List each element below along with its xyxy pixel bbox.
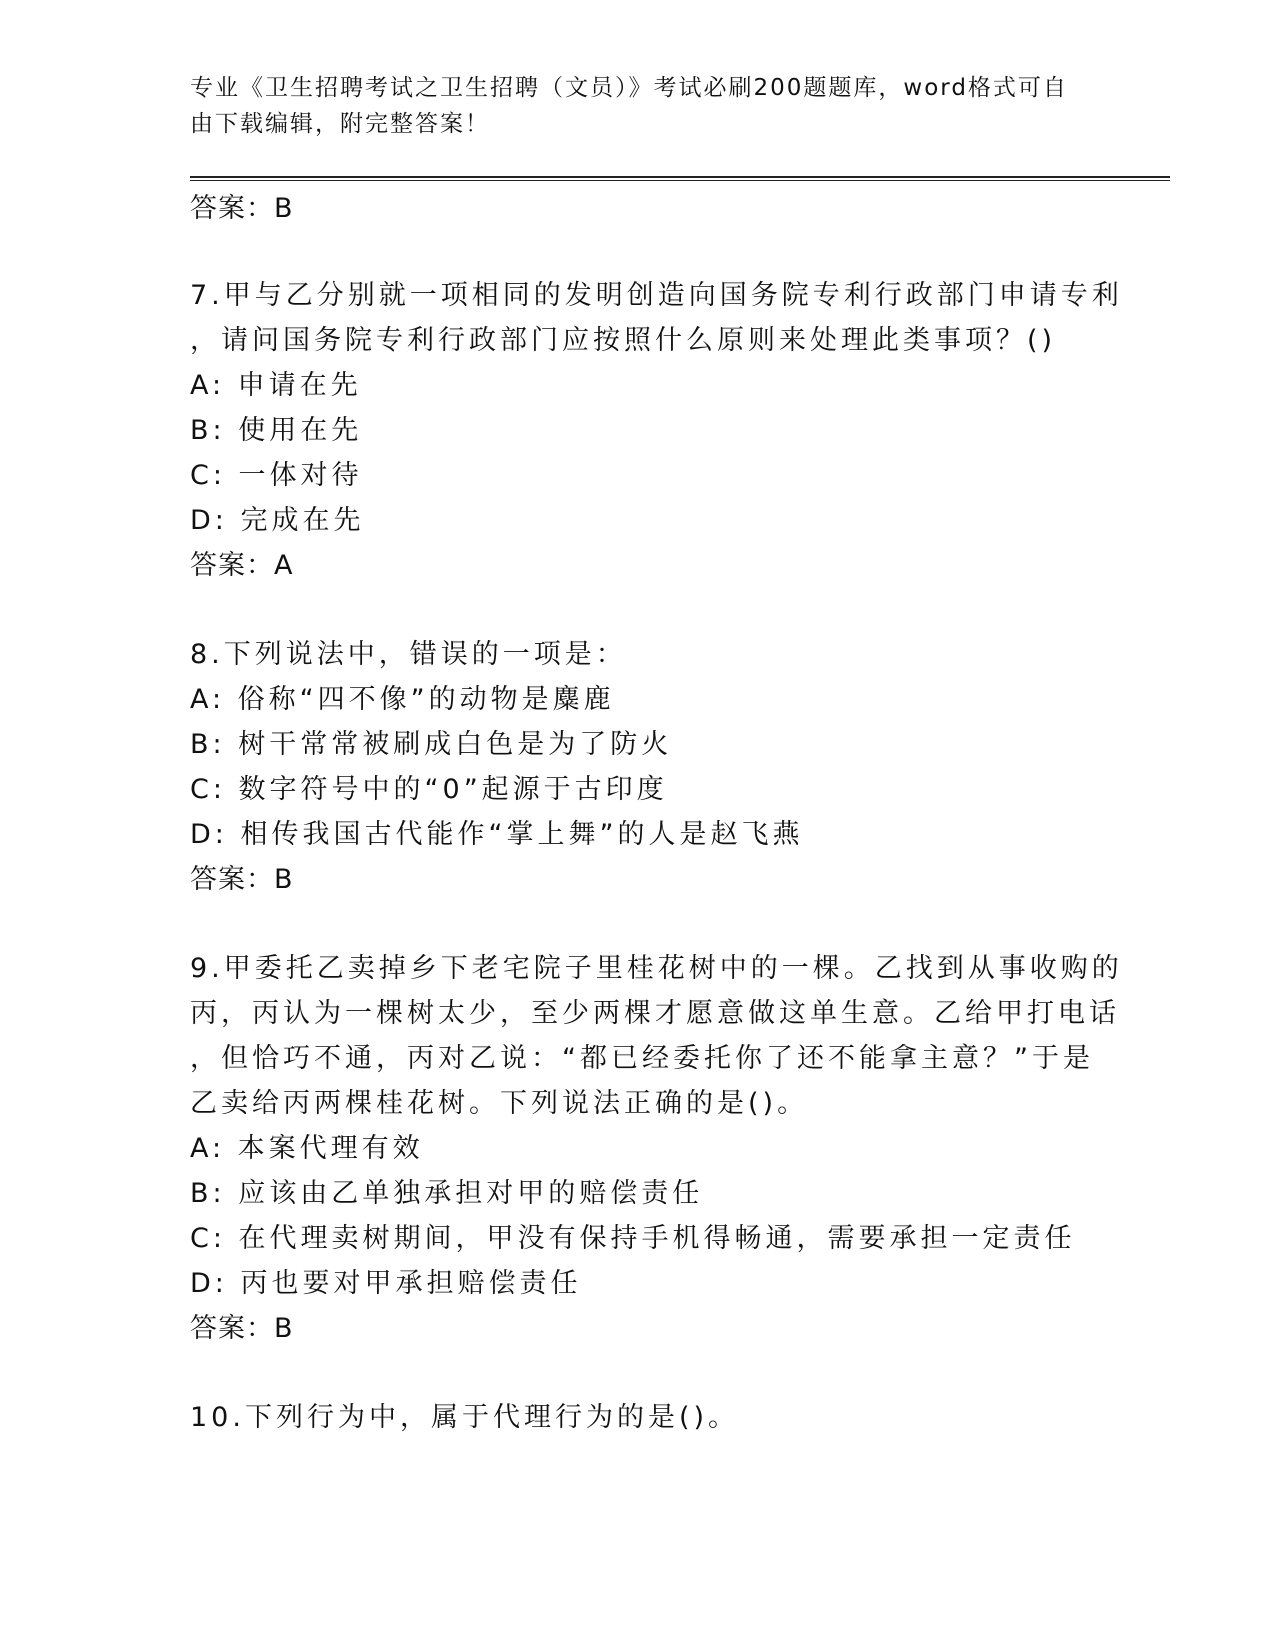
option-c: C: 一体对待: [190, 460, 363, 491]
question-text-line: 9.甲委托乙卖掉乡下老宅院子里桂花树中的一棵。乙找到从事收购的: [190, 953, 1123, 984]
previous-answer: 答案：B: [190, 193, 294, 224]
document-header-line-2: 由下载编辑，附完整答案！: [190, 111, 490, 137]
header-divider: [190, 176, 1170, 181]
option-c: C: 数字符号中的“0”起源于古印度: [190, 774, 668, 805]
option-c: C: 在代理卖树期间，甲没有保持手机得畅通，需要承担一定责任: [190, 1223, 1076, 1254]
question-text-line: 7.甲与乙分别就一项相同的发明创造向国务院专利行政部门申请专利: [190, 280, 1123, 311]
option-a: A: 申请在先: [190, 370, 362, 401]
question-text-line: ，但恰巧不通，丙对乙说：“都已经委托你了还不能拿主意？”于是: [190, 1043, 1094, 1074]
option-d: D: 相传我国古代能作“掌上舞”的人是赵飞燕: [190, 819, 804, 850]
answer-line: 答案：A: [190, 550, 294, 581]
question-7: [190, 273, 1170, 588]
option-a: A: 俗称“四不像”的动物是麋鹿: [190, 684, 615, 715]
answer-line: 答案：B: [190, 864, 294, 895]
document-page: [190, 70, 1170, 1440]
option-a: A: 本案代理有效: [190, 1133, 424, 1164]
question-text-line: 10.下列行为中，属于代理行为的是()。: [190, 1402, 740, 1433]
question-text-line: 8.下列说法中，错误的一项是：: [190, 639, 627, 670]
question-text-line: ，请问国务院专利行政部门应按照什么原则来处理此类事项？(): [190, 325, 1057, 356]
document-header-line-1: 专业《卫生招聘考试之卫生招聘（文员）》考试必刷200题题库，word格式可自: [190, 75, 1068, 101]
option-b: B: 树干常常被刷成白色是为了防火: [190, 729, 673, 760]
option-d: D: 丙也要对甲承担赔偿责任: [190, 1268, 582, 1299]
question-10: [190, 1395, 1170, 1440]
question-text-line: 丙，丙认为一棵树太少，至少两棵才愿意做这单生意。乙给甲打电话: [190, 998, 1120, 1029]
question-8: [190, 632, 1170, 902]
option-b: B: 应该由乙单独承担对甲的赔偿责任: [190, 1178, 704, 1209]
answer-line: 答案：B: [190, 1313, 294, 1344]
option-d: D: 完成在先: [190, 505, 365, 536]
question-text-line: 乙卖给丙两棵桂花树。下列说法正确的是()。: [190, 1088, 809, 1119]
option-b: B: 使用在先: [190, 415, 363, 446]
question-9: [190, 946, 1170, 1351]
